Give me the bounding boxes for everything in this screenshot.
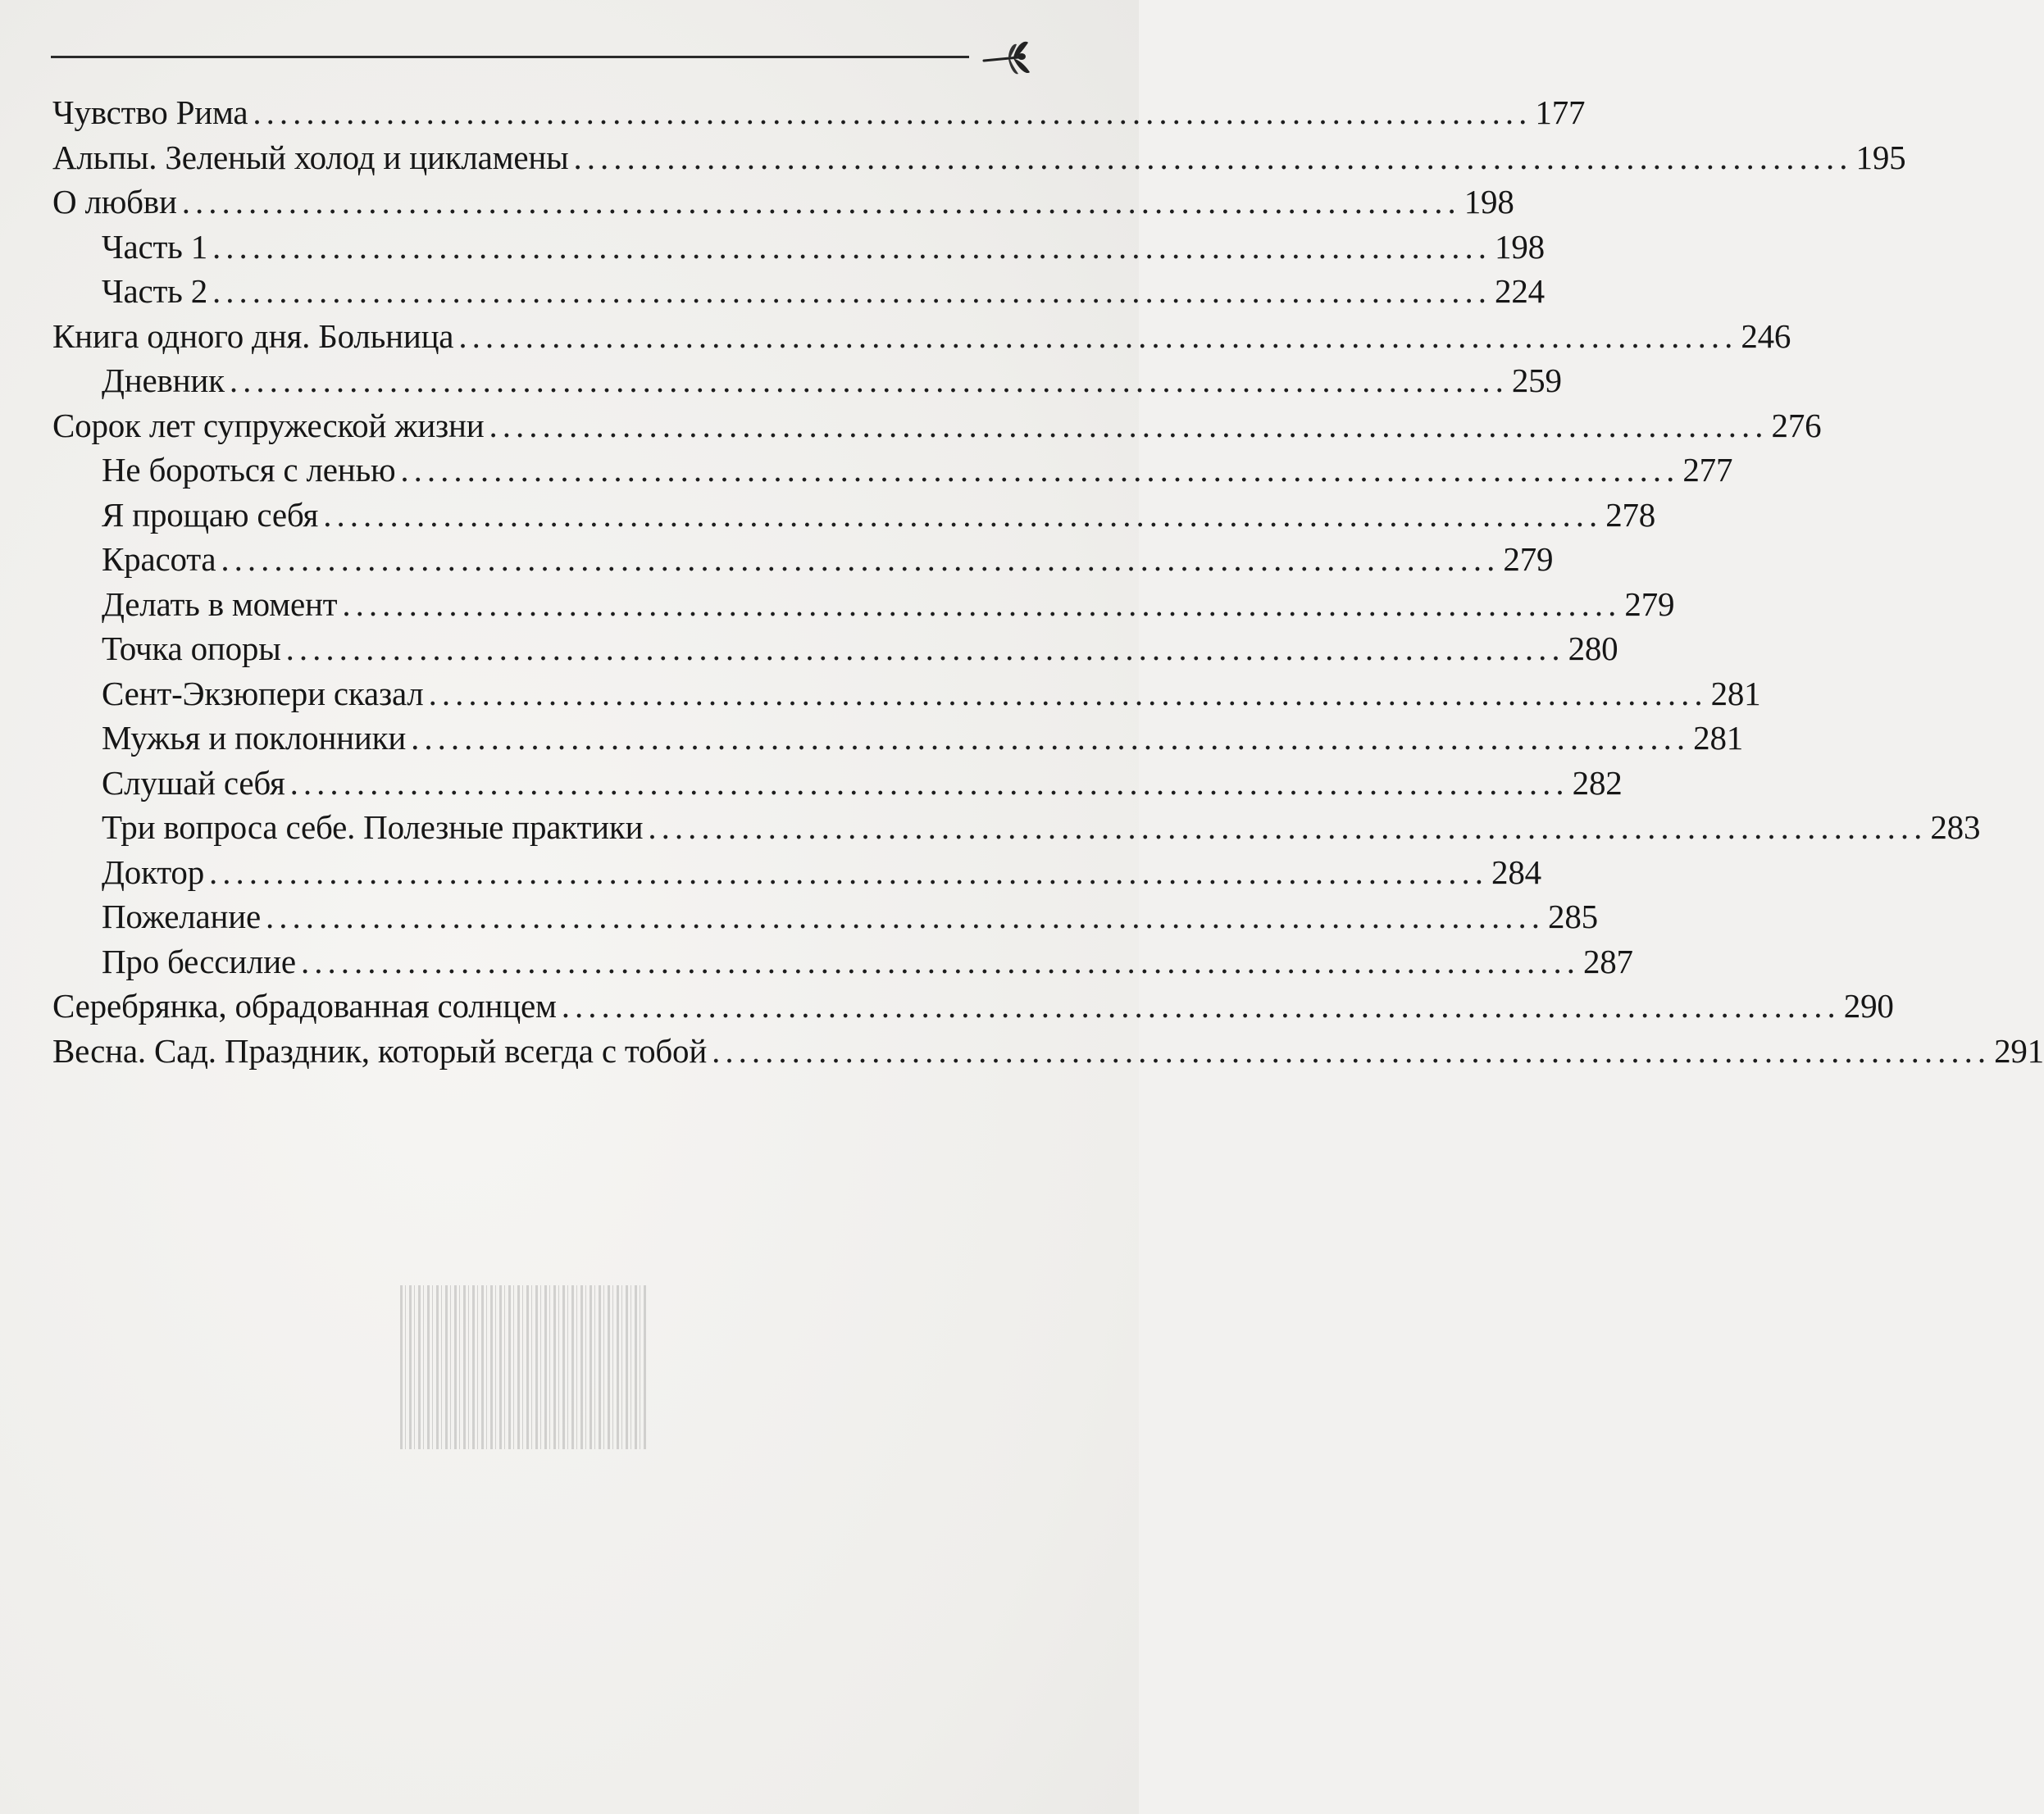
toc-entry	[52, 90, 1586, 135]
top-rule	[51, 56, 969, 58]
toc-leader-dots: ................................................................................................	[212, 272, 1492, 310]
toc-entry-page: 284	[1491, 852, 1541, 891]
toc-leader-dots: ................................................................................................	[323, 495, 1603, 534]
toc-entry	[52, 448, 1733, 493]
toc-entry-title: Сент-Экзюпери сказал	[102, 674, 424, 712]
toc-entry	[52, 850, 1541, 895]
toc-entry-page: 283	[1930, 808, 1981, 846]
toc-entry-title: Я прощаю себя	[102, 495, 319, 534]
toc-entry-page: 277	[1682, 451, 1733, 489]
show-through-barcode	[400, 1285, 646, 1449]
toc-leader-dots: ................................................................................................	[212, 227, 1492, 266]
toc-leader-dots: ................................................................................................	[489, 406, 1769, 444]
toc-entry	[52, 761, 1623, 806]
toc-leader-dots: ................................................................................................	[221, 540, 1500, 578]
toc-leader-dots: ................................................................................................	[648, 808, 1928, 846]
toc-entry	[52, 939, 1633, 984]
toc-entry-title: Про бессилие	[102, 942, 296, 980]
toc-leader-dots: ................................................................................................	[428, 674, 1708, 712]
toc-entry-title: Не бороться с ленью	[102, 451, 396, 489]
toc-leader-dots: ................................................................................................	[712, 1031, 1992, 1070]
toc-leader-dots: ................................................................................................	[209, 852, 1489, 891]
toc-leader-dots: ................................................................................................	[289, 763, 1569, 802]
toc-entry-title: Слушай себя	[102, 763, 285, 802]
toc-entry-title: Мужья и поклонники	[102, 719, 407, 757]
toc-entry-title: Пожелание	[102, 898, 262, 935]
toc-entry-page: 290	[1843, 987, 1894, 1025]
toc-entry-page: 280	[1568, 630, 1618, 667]
toc-entry	[52, 894, 1598, 939]
dragonfly-icon	[981, 36, 1033, 82]
toc-entry	[52, 358, 1562, 403]
toc-entry	[52, 493, 1656, 538]
toc-entry-page: 276	[1771, 406, 1822, 444]
toc-entry-page: 177	[1535, 93, 1586, 131]
toc-entry	[52, 180, 1514, 225]
toc-entry-title: Точка опоры	[102, 630, 281, 667]
toc-entry-page: 246	[1741, 316, 1791, 355]
toc-leader-dots: ................................................................................................	[266, 898, 1546, 935]
toc-entry-page: 198	[1464, 183, 1514, 220]
toc-entry-page: 278	[1605, 495, 1656, 534]
toc-entry-page: 291	[1994, 1031, 2044, 1070]
toc-leader-dots: ................................................................................................	[229, 361, 1509, 399]
toc-entry-title: Чувство Рима	[52, 93, 248, 131]
toc-entry	[52, 626, 1618, 671]
toc-leader-dots: ................................................................................................	[573, 138, 1853, 176]
toc-entry	[52, 403, 1822, 448]
toc-entry-title: Часть 1	[102, 227, 208, 266]
toc-entry-title: Доктор	[102, 852, 205, 891]
table-of-contents	[52, 90, 2044, 1073]
toc-entry	[52, 582, 1675, 627]
toc-entry	[52, 314, 1791, 359]
toc-leader-dots: ................................................................................................	[181, 183, 1461, 220]
toc-entry-page: 195	[1855, 138, 1906, 176]
toc-entry	[52, 225, 1545, 270]
toc-entry-title: Делать в момент	[102, 584, 338, 623]
toc-entry	[52, 671, 1761, 716]
toc-leader-dots: ................................................................................................	[342, 584, 1622, 623]
toc-entry	[52, 716, 1744, 761]
toc-leader-dots: ................................................................................................	[561, 987, 1841, 1025]
toc-entry	[52, 984, 1894, 1029]
toc-entry	[52, 537, 1554, 582]
toc-entry-page: 281	[1693, 719, 1744, 757]
toc-entry-title: О любви	[52, 183, 177, 220]
toc-leader-dots: ................................................................................................	[285, 630, 1565, 667]
toc-leader-dots: ................................................................................................	[400, 451, 1680, 489]
toc-entry-title: Три вопроса себе. Полезные практики	[102, 808, 644, 846]
toc-entry-title: Красота	[102, 540, 216, 578]
toc-entry-page: 279	[1624, 584, 1675, 623]
toc-entry-page: 224	[1495, 272, 1545, 310]
toc-entry-page: 285	[1548, 898, 1598, 935]
toc-entry-page: 287	[1582, 942, 1633, 980]
toc-entry-title: Серебрянка, обрадованная солнцем	[52, 987, 557, 1025]
toc-entry	[52, 1029, 2044, 1074]
toc-entry-page: 282	[1572, 763, 1623, 802]
toc-entry-title: Альпы. Зеленый холод и цикламены	[52, 138, 569, 176]
toc-leader-dots: ................................................................................................	[411, 719, 1691, 757]
toc-entry	[52, 269, 1545, 314]
toc-leader-dots: ................................................................................................	[300, 942, 1580, 980]
toc-entry-title: Сорок лет супружеской жизни	[52, 406, 485, 444]
toc-leader-dots: ................................................................................................	[253, 93, 1532, 131]
toc-entry	[52, 805, 1981, 850]
toc-entry-title: Дневник	[102, 361, 225, 399]
toc-entry-page: 279	[1503, 540, 1554, 578]
toc-entry-page: 259	[1511, 361, 1562, 399]
toc-entry	[52, 135, 1906, 180]
toc-entry-title: Часть 2	[102, 272, 208, 310]
toc-entry-title: Книга одного дня. Больница	[52, 316, 454, 355]
toc-entry-title: Весна. Сад. Праздник, который всегда с тобой	[52, 1031, 708, 1070]
toc-entry-page: 281	[1710, 674, 1761, 712]
toc-leader-dots: ................................................................................................	[458, 316, 1738, 355]
toc-entry-page: 198	[1495, 227, 1545, 266]
